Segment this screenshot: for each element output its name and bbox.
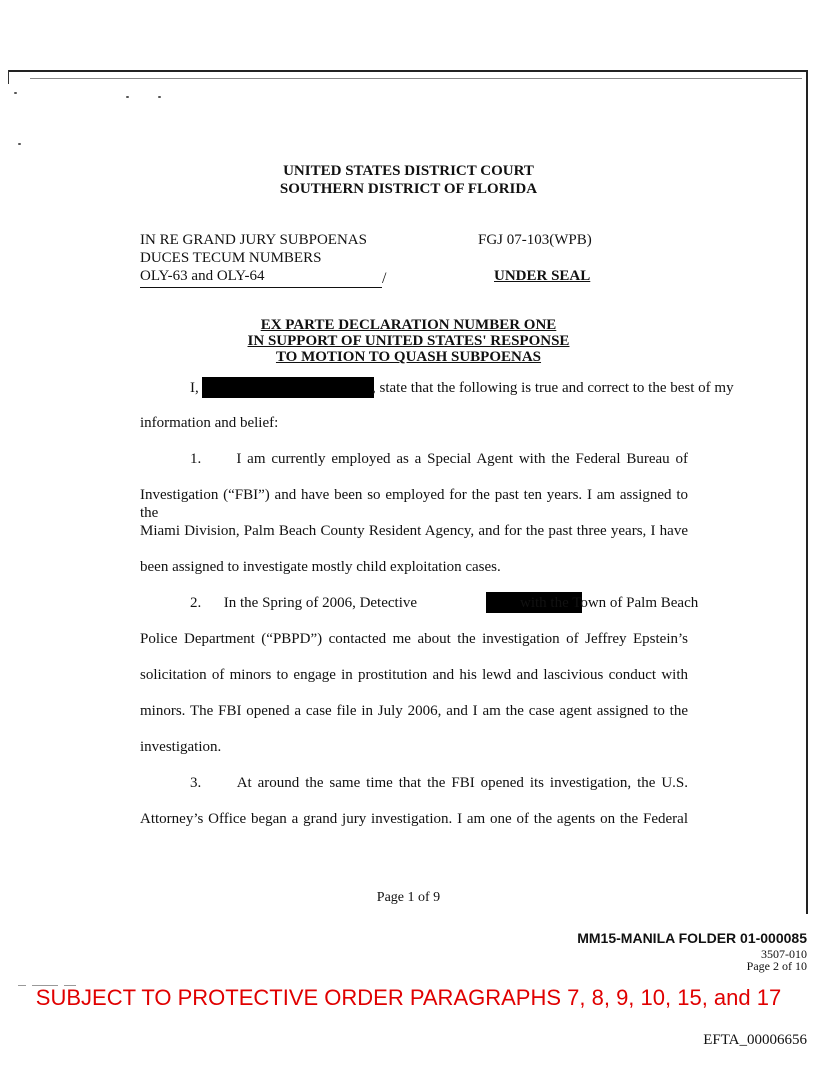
scan-speck [18,143,21,145]
caption-slash: / [382,270,387,287]
case-caption [140,231,367,285]
paragraph-1-line: 1. I am currently employed as a Special Agent with the Federal Bureau of [190,451,688,467]
caption-line: DUCES TECUM NUMBERS [140,250,322,266]
paragraph-1-line: Investigation (“FBI”) and have been so employed for the past ten years. I am assigned to the [140,487,688,521]
scan-border-top-inner [30,78,802,79]
paragraph-1-line: Miami Division, Palm Beach County Resident Agency, and for the past three years, I have [140,523,688,539]
bates-page-count: Page 2 of 10 [746,959,807,973]
caption-line: IN RE GRAND JURY SUBPOENAS [140,232,367,248]
court-district: SOUTHERN DISTRICT OF FLORIDA [279,181,538,197]
efta-identifier: EFTA_00006656 [703,1032,807,1048]
paragraph-3-line: Attorney’s Office began a grand jury investigation. I am one of the agents on the Federal [140,811,688,827]
scan-speck [126,96,129,98]
scan-border-top [8,70,808,72]
declaration-subtitle: IN SUPPORT OF UNITED STATES' RESPONSE [247,333,570,349]
declaration-title: EX PARTE DECLARATION NUMBER ONE [260,317,557,333]
seal-label: UNDER SEAL [494,268,591,284]
scan-speck [14,92,17,94]
intro-suffix: , state that the following is true and correct to the best of my [372,380,734,396]
paragraph-2-lead: 2. In the Spring of 2006, Detective [190,595,418,611]
scan-border-left-tick [8,70,9,84]
paragraph-2-lead-suffix: with the Town of Palm Beach [520,595,699,611]
paragraph-2-line: minors. The FBI opened a case file in July 2006, and I am the case agent assigned to the [140,703,688,719]
court-name: UNITED STATES DISTRICT COURT [283,163,534,179]
paragraph-1-line: been assigned to investigate mostly child exploitation cases. [140,559,501,575]
caption-underline [140,287,382,288]
redaction-box [202,377,374,398]
paragraph-2-line: solicitation of minors to engage in prostitution and his lewd and lascivious conduct with [140,667,688,683]
protective-order-notice: SUBJECT TO PROTECTIVE ORDER PARAGRAPHS 7, 8, 9, 10, 15, and 17 [35,985,782,1010]
intro-prefix: I, [190,380,199,396]
paragraph-2-line: Police Department (“PBPD”) contacted me about the investigation of Jeffrey Epstein’s [140,631,688,647]
paragraph-3-line: 3. At around the same time that the FBI opened its investigation, the U.S. [190,775,688,791]
scan-border-right [806,72,808,914]
caption-line: OLY-63 and OLY-64 [140,268,265,284]
declaration-subtitle: TO MOTION TO QUASH SUBPOENAS [275,349,542,365]
bates-stamp: MM15-MANILA FOLDER 01-000085 [577,930,807,946]
scan-speck [158,96,161,98]
intro-continued: information and belief: [140,415,279,431]
case-number: FGJ 07-103(WPB) [478,232,592,248]
bates-sub-number: 3507-010 [761,947,807,961]
paragraph-2-line: investigation. [140,739,222,755]
page-number: Page 1 of 9 [376,890,441,905]
